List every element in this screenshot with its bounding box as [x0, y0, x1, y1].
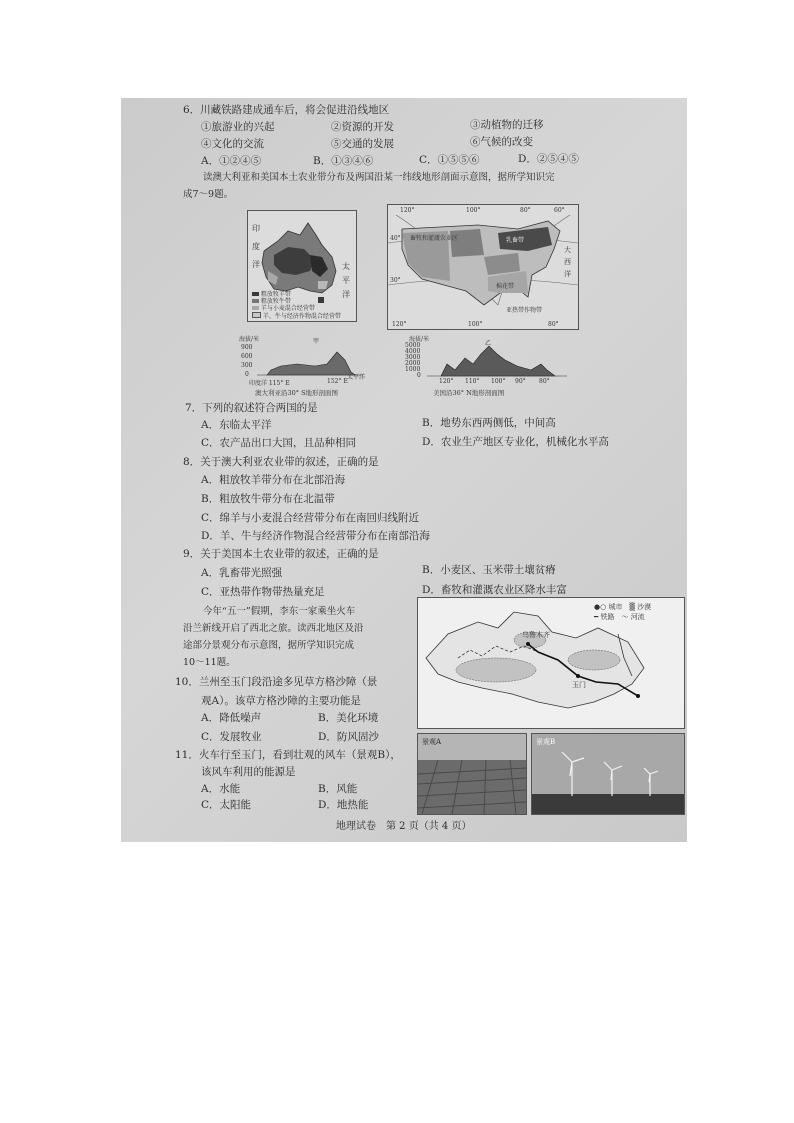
longitude-label: 100° — [468, 321, 483, 328]
longitude-label: 120° — [392, 321, 407, 328]
profile-tick: 0 — [417, 372, 421, 379]
profile-x-label: 太平洋 — [347, 374, 366, 381]
q6-option: ①旅游业的兴起 — [201, 121, 275, 133]
q11-choice: C．太阳能 — [201, 799, 252, 811]
profile-tick: 600 — [241, 353, 253, 360]
city-label: 玉门 — [572, 681, 586, 689]
profile-y-label: 海拔/米 — [239, 336, 260, 343]
q6-option: ⑤交通的发展 — [331, 138, 394, 150]
q8-choice: A．粗放牧羊带分布在北部沿海 — [201, 474, 346, 486]
map-label: 平 — [342, 276, 350, 285]
scene-label: 景观A — [422, 738, 442, 746]
q10-choice: C．发展牧业 — [201, 731, 262, 743]
legend-item: 沙漠 — [637, 603, 652, 611]
ocean-label: 大 — [564, 246, 571, 254]
northwest-map-legend: ●○ 城市 ▒ 沙漠 ━ 铁路 ～ 河流 — [594, 603, 652, 621]
intro-10-11: 10～11题。 — [183, 657, 236, 668]
q8-choice: D．羊、牛与经济作物混合经营带分布在南部沿海 — [201, 530, 430, 542]
ocean-label: 西 — [564, 258, 571, 266]
profile-tick: 5000 — [405, 342, 421, 349]
page-footer: 地理试卷 第 2 页（共 4 页） — [336, 821, 472, 832]
q6-option: ②资源的开发 — [331, 121, 394, 133]
city-label: 乌鲁木齐 — [522, 631, 550, 639]
latitude-label: 30° — [390, 277, 401, 284]
profile-x-label: 152° E — [327, 378, 348, 385]
legend-item: 粗放牧牛带 — [260, 298, 291, 305]
region-label: 乳畜带 — [506, 237, 525, 244]
profile-tick: 300 — [241, 362, 253, 369]
region-label: 畜牧和灌溉农业区 — [410, 235, 459, 242]
q11-choice: B．风能 — [318, 783, 358, 795]
scene-b-photo — [531, 733, 685, 815]
longitude-label: 80° — [520, 207, 531, 214]
q11-choice: A．水能 — [201, 783, 241, 795]
profile-marker: 甲 — [313, 338, 320, 345]
profile-x-label: 100° — [491, 378, 506, 385]
intro-7-9: 读澳大利亚和美国本土农业带分布及两国沿某一纬线地形剖面示意图，据所学知识完 — [203, 172, 555, 183]
map-label: 洋 — [252, 260, 260, 269]
profile-tick: 2000 — [405, 360, 421, 367]
intro-10-11: 途部分景观分布示意图，据所学知识完成 — [183, 640, 355, 651]
usa-profile-graphic — [427, 340, 567, 380]
profile-tick: 3000 — [405, 354, 421, 361]
q6-stem: 6．川藏铁路建成通车后，将会促进沿线地区 — [183, 104, 390, 116]
q9-choice: D．畜牧和灌溉农业区降水丰富 — [422, 584, 567, 596]
profile-tick: 1000 — [405, 366, 421, 373]
profile-marker: 乙 — [485, 340, 492, 347]
usa-agriculture-map — [387, 204, 579, 330]
profile-x-label: 80° — [539, 378, 550, 385]
intro-7-9: 成7～9题。 — [183, 189, 234, 200]
region-label: 亚热带作物带 — [506, 307, 543, 314]
longitude-label: 120° — [400, 207, 415, 214]
q6-choice: C．①⑤⑤⑥ — [419, 154, 480, 166]
profile-x-label: 印度洋 115° E — [249, 380, 290, 387]
profile-x-label: 110° — [465, 378, 480, 385]
map-label: 洋 — [342, 290, 350, 299]
profile-tick: 900 — [241, 344, 253, 351]
q9-choice: A．乳畜带光照强 — [201, 567, 283, 579]
region-label: 棉花带 — [496, 283, 515, 290]
usa-map-graphic — [388, 205, 578, 329]
q10-stem: 10．兰州至玉门段沿途多见草方格沙障（景 — [175, 676, 378, 688]
q11-stem: 该风车利用的能源是 — [201, 766, 296, 778]
legend-item: 河流 — [630, 613, 645, 621]
longitude-label: 80° — [548, 321, 559, 328]
q6-choice: D．②⑤④⑤ — [518, 153, 579, 165]
legend-item: 粗放牧羊带 — [260, 291, 291, 298]
legend-item: 城市 — [608, 603, 623, 611]
q10-stem: 观A）。该草方格沙障的主要功能是 — [201, 695, 361, 707]
profile-tick: 4000 — [405, 348, 421, 355]
map-label: 印 — [252, 224, 260, 233]
ocean-label: 洋 — [564, 270, 571, 278]
q9-stem: 9．关于美国本土农业带的叙述，正确的是 — [183, 548, 379, 560]
q11-stem: 11．火车行至玉门，看到壮观的风车（景观B）， — [175, 749, 401, 761]
q10-choice: D．防风固沙 — [318, 731, 379, 743]
q7-choice: D．农业生产地区专业化，机械化水平高 — [422, 436, 609, 448]
q7-choice: C．农产品出口大国，且品种相同 — [201, 437, 357, 449]
australia-map-legend — [252, 291, 341, 320]
intro-10-11: 今年“五一”假期，李东一家乘坐火车 — [203, 606, 356, 617]
legend-item: 羊与小麦混合经营带 — [260, 305, 315, 312]
usa-terrain-profile — [403, 334, 573, 398]
q7-choice: A．东临太平洋 — [201, 419, 272, 431]
q8-choice: C．绵羊与小麦混合经营带分布在南回归线附近 — [201, 512, 420, 524]
australia-agriculture-map — [247, 210, 357, 322]
q6-option: ③动植物的迁移 — [470, 119, 544, 131]
profile-title: 美国沿36° N地形剖面图 — [433, 389, 505, 397]
longitude-label: 60° — [554, 207, 565, 214]
q6-choice: A．①②④⑤ — [201, 155, 262, 167]
map-label: 太 — [342, 262, 350, 271]
australia-terrain-profile — [235, 334, 365, 396]
profile-y-label: 海拔/米 — [409, 336, 430, 343]
q8-choice: B．粗放牧牛带分布在北温带 — [201, 493, 335, 505]
profile-tick: 0 — [245, 371, 249, 378]
legend-item: 羊、牛与经济作物混合经营带 — [262, 313, 341, 320]
exam-page — [121, 98, 687, 842]
q7-choice: B．地势东西两侧低，中间高 — [422, 417, 556, 429]
q9-choice: B．小麦区、玉米带土壤贫瘠 — [422, 564, 556, 576]
intro-10-11: 沿兰新线开启了西北之旅。读西北地区及沿 — [183, 623, 364, 634]
q9-choice: C．亚热带作物带热量充足 — [201, 586, 325, 598]
longitude-label: 100° — [466, 207, 481, 214]
map-label: 度 — [252, 242, 260, 251]
profile-x-label: 90° — [515, 378, 526, 385]
q8-stem: 8．关于澳大利亚农业带的叙述，正确的是 — [183, 456, 379, 468]
profile-x-label: 120° — [439, 378, 454, 385]
legend-item: 铁路 — [600, 613, 615, 621]
q10-choice: B．美化环境 — [318, 712, 379, 724]
q10-choice: A．降低噪声 — [201, 712, 262, 724]
q6-option: ④文化的交流 — [201, 138, 264, 150]
q6-option: ⑥气候的改变 — [470, 136, 533, 148]
q6-choice: B．①③④⑥ — [313, 155, 374, 167]
scene-label: 景观B — [536, 738, 556, 746]
q7-stem: 7．下列的叙述符合两国的是 — [185, 402, 318, 414]
scene-a-photo — [417, 733, 527, 815]
profile-title: 澳大利亚沿30° S地形剖面图 — [255, 389, 339, 397]
northwest-china-map — [417, 597, 685, 729]
latitude-label: 40° — [390, 235, 401, 242]
q11-choice: D．地热能 — [318, 799, 369, 811]
